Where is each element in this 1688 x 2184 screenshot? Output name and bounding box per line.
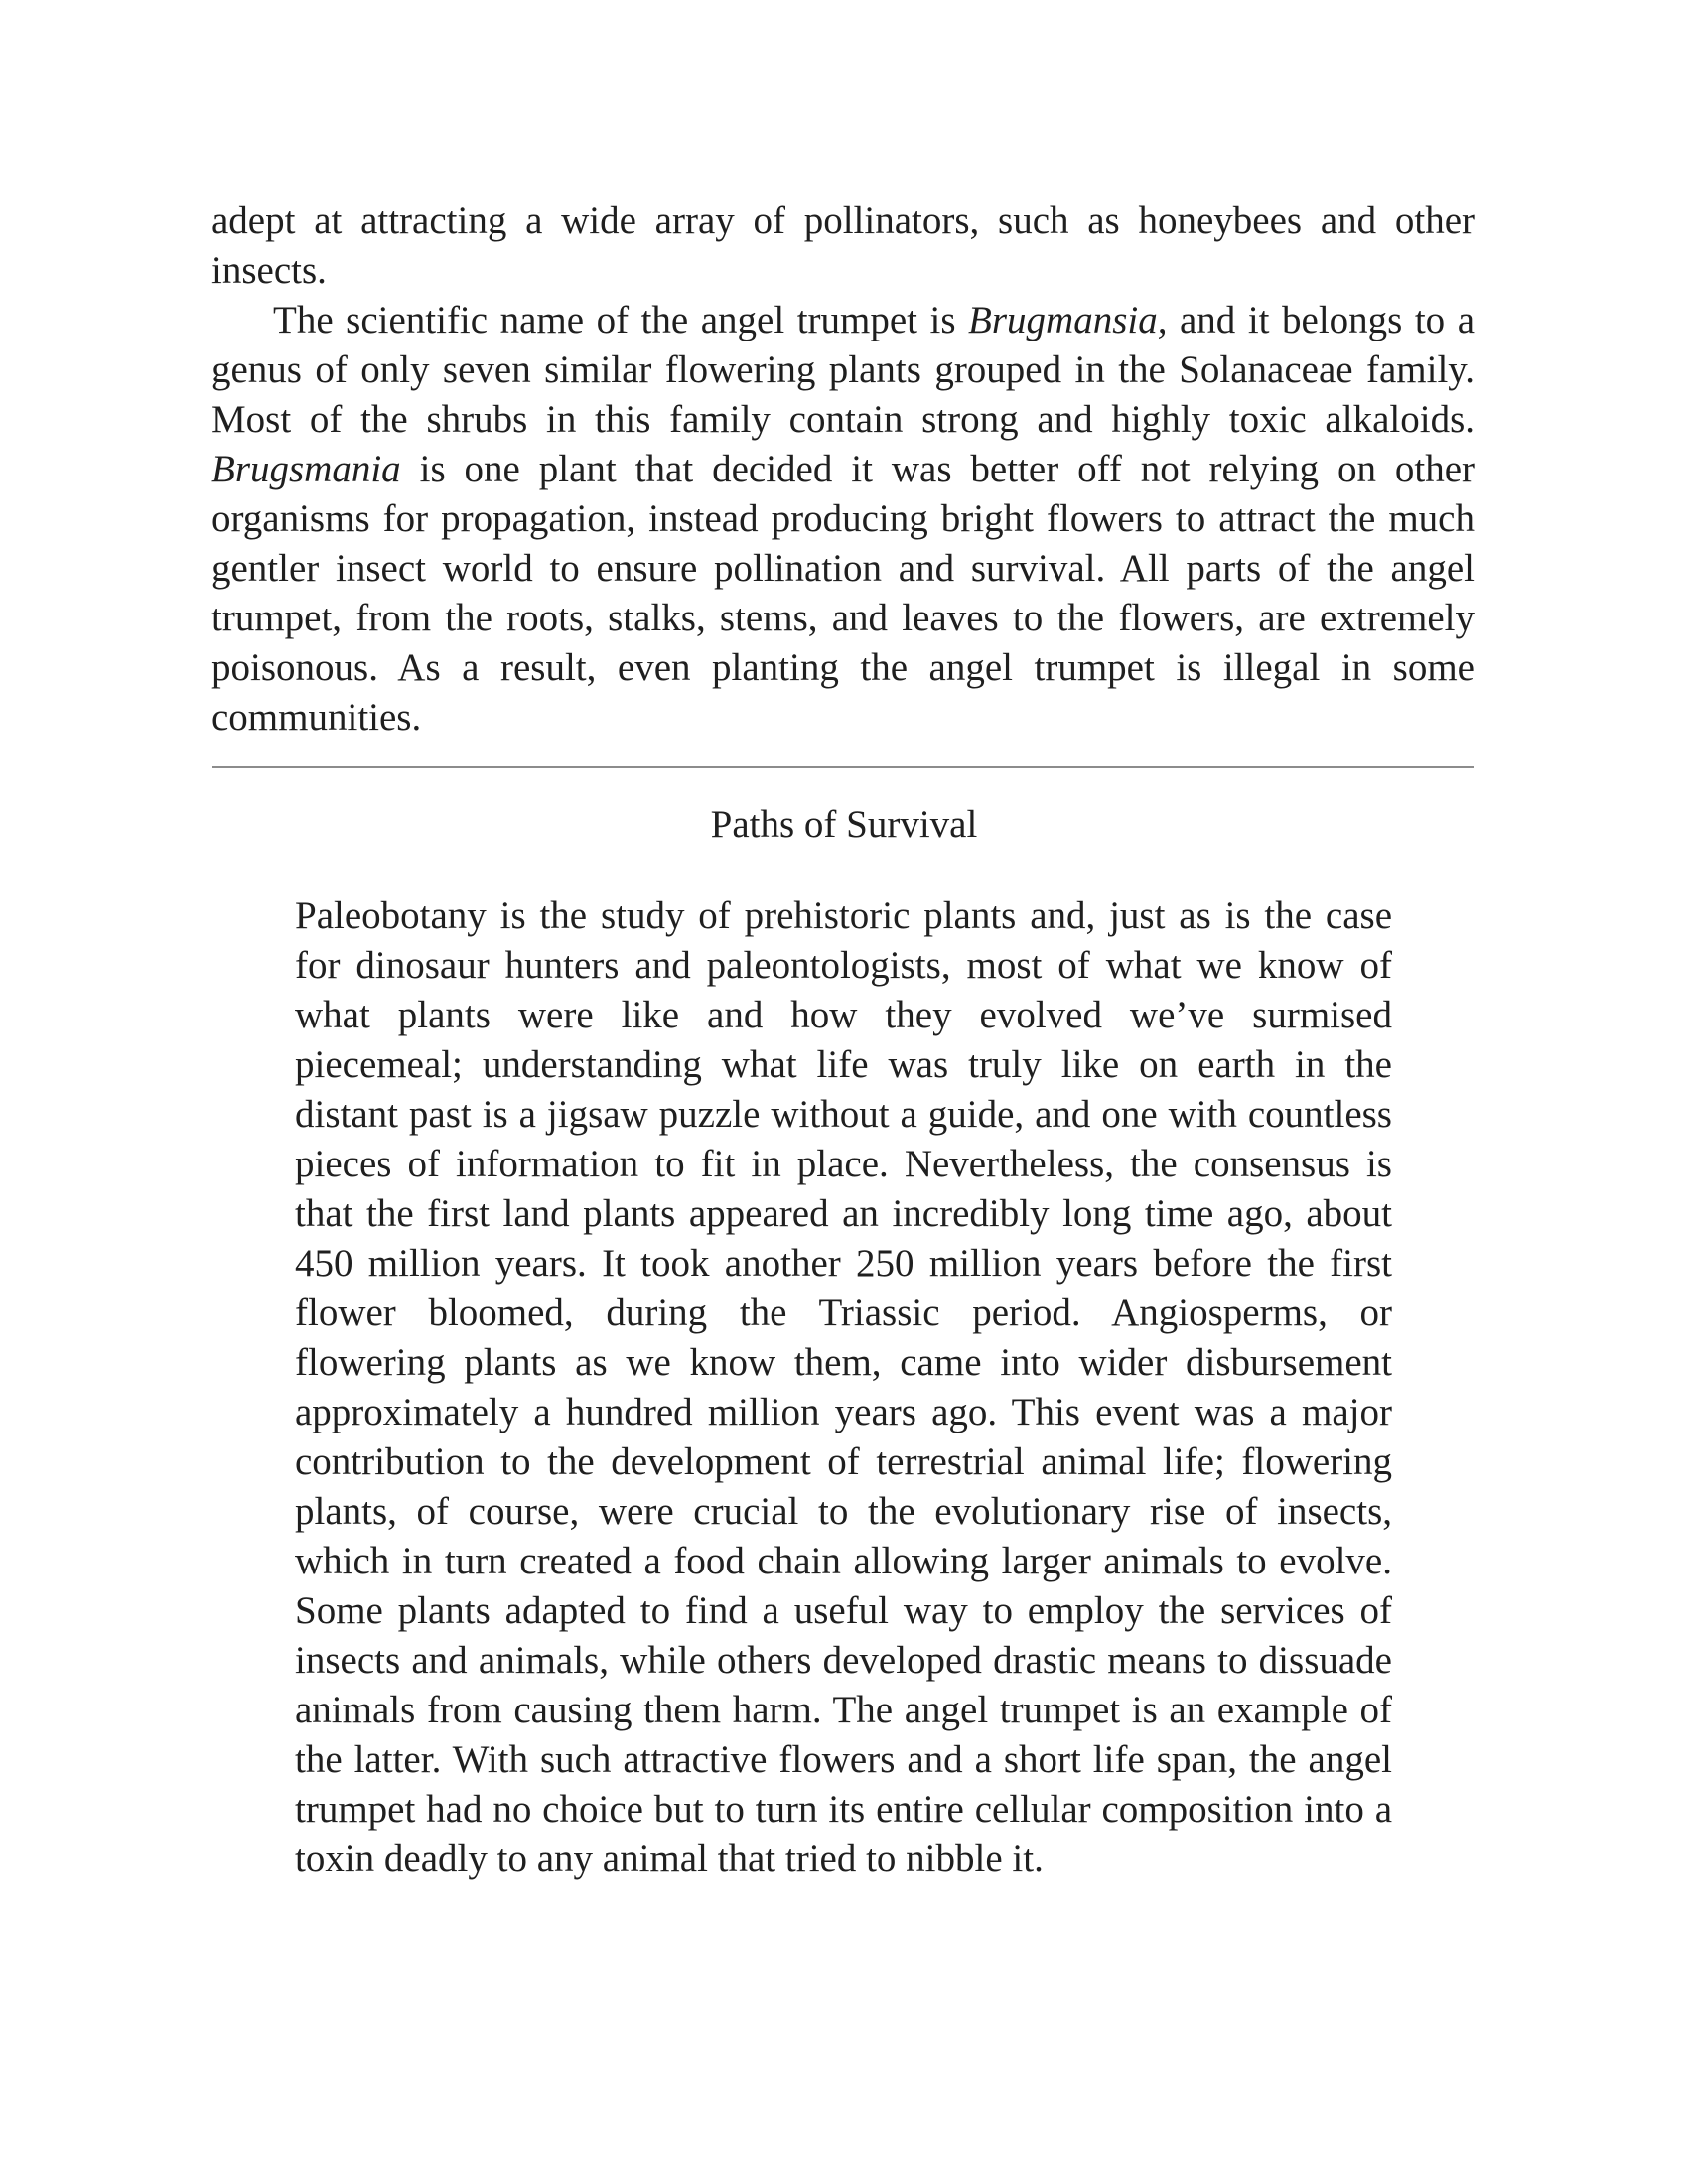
italic-genus-name: Brugsmania — [211, 448, 401, 490]
sidebar-paragraph: Paleobotany is the study of prehistoric plants and, just as is the case for dinosaur hunters and paleontologists, most of what we know of what plants were like and how they evolved we’ve surmised piecemeal; understanding what life was truly like on earth in the distant past is a jigsaw puzzle without a guide, and one with countless pieces of information to fit in place. Nevertheless, the consensus is that the first land plants appeared an incredibly long time ago, about 450 million years. It took another 250 million years before the first flower bloomed, during the Triassic period. Angiosperms, or flowering plants as we know them, came into wider disbursement approximately a hundred million years ago. This event was a major contribution to the development of terrestrial animal life; flowering plants, of course, were crucial to the evolutionary rise of insects, which in turn created a food chain allowing larger animals to evolve. Some plants adapted to find a useful way to employ the services of insects and animals, while others developed drastic means to dissuade animals from causing them harm. The angel trumpet is an example of the latter. With such attractive flowers and a short life span, the angel trumpet had no choice but to turn its entire cellular composition into a toxin deadly to any animal that tried to nibble it. — [295, 894, 1392, 1880]
section-title: Paths of Survival — [710, 803, 978, 846]
body-text — [211, 197, 1475, 743]
paragraph-text: is one plant that decided it was better off not relying on other organisms for propagation, instead producing bright flowers to attract the much gentler insect world to ensure pollination and survival. All parts of the angel trumpet, from the roots, stalks, stems, and leaves to the flowers, are extremely poisonous. As a result, even planting the angel trumpet is illegal in some communities. — [211, 448, 1475, 739]
paragraph-text: and it belongs to a genus of only seven similar flowering plants grouped in the Solanaceae family. Most of the shrubs in this family contain strong and highly toxic alkaloids. — [211, 299, 1475, 441]
paragraph-continuation: adept at attracting a wide array of pollinators, such as honeybees and other insects. — [211, 200, 1475, 292]
italic-genus-name: Brugmansia, — [968, 299, 1168, 341]
paragraph-scientific-name — [211, 296, 1475, 743]
section-divider — [212, 766, 1474, 768]
paragraph-text: The scientific name of the angel trumpet is — [273, 299, 969, 341]
